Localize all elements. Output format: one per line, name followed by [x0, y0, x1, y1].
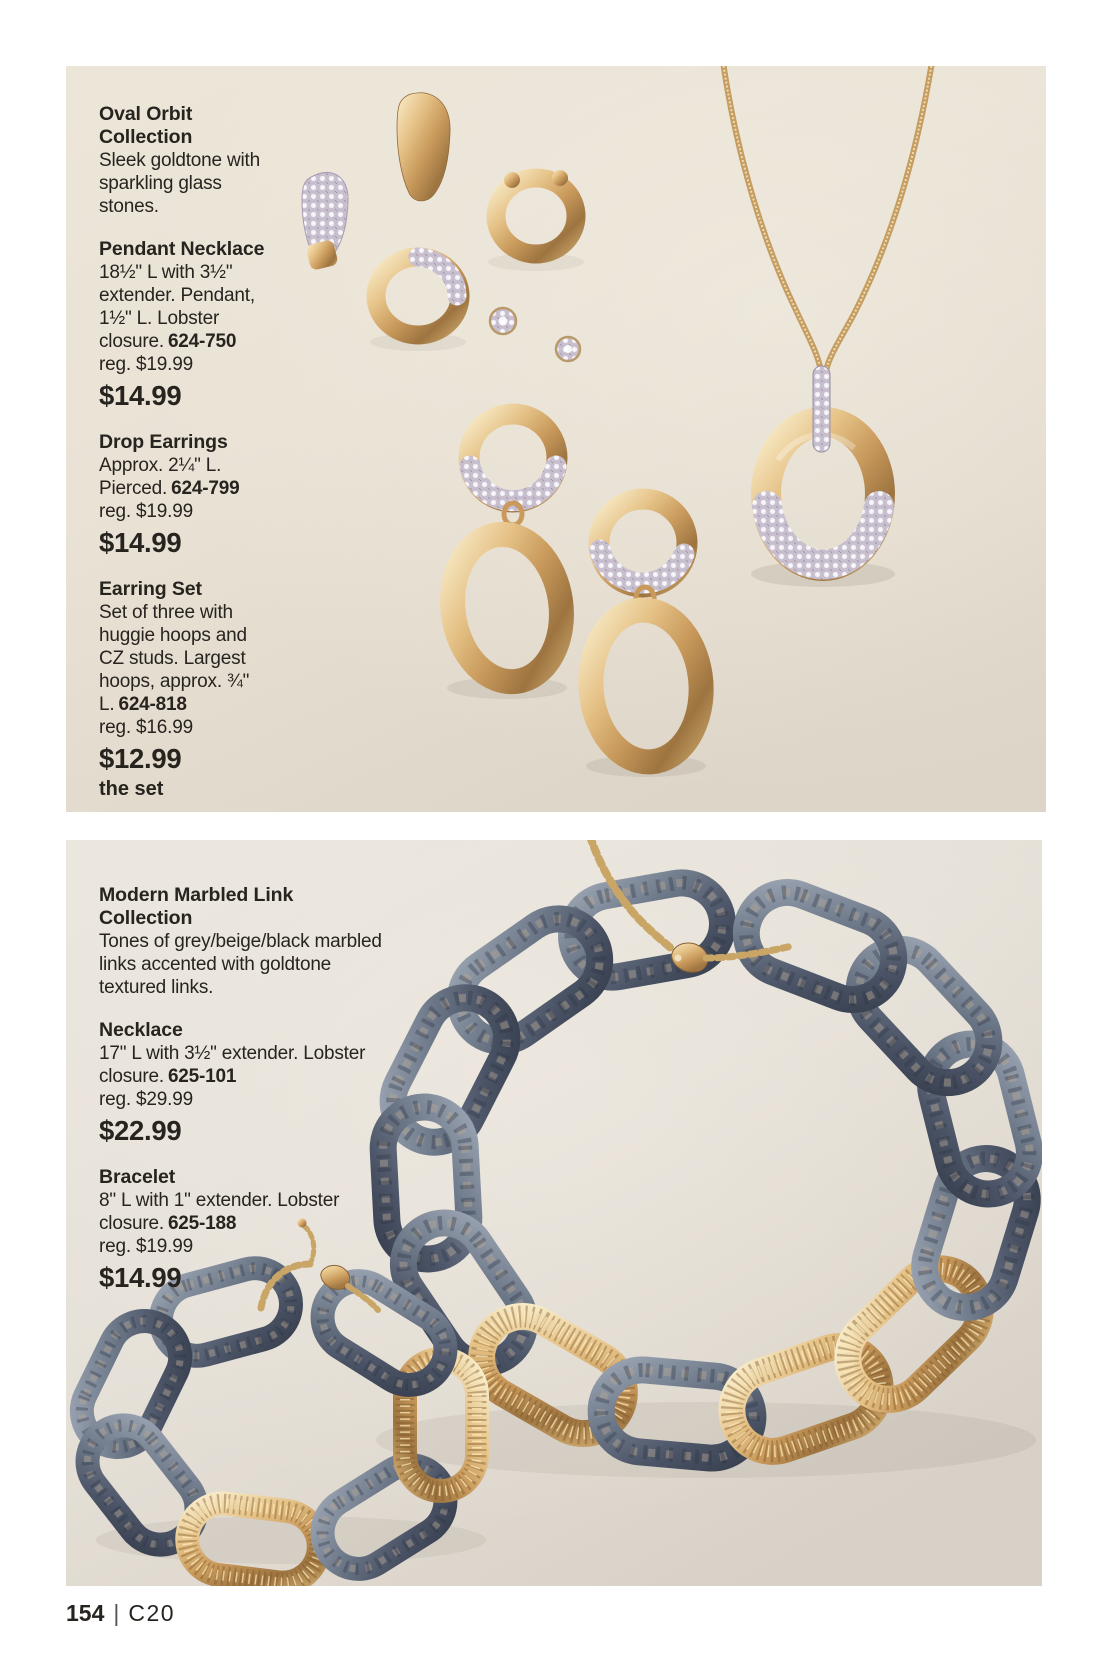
product-sku: 625-188: [167, 1213, 237, 1234]
page-footer: [66, 1600, 175, 1627]
product-sku: 625-101: [167, 1066, 237, 1087]
product-sale-price: $14.99: [99, 527, 182, 558]
product-regular-price: reg. $19.99: [99, 354, 193, 375]
product-name: Drop Earrings: [99, 431, 228, 453]
collection-title: Modern Marbled Link Collection: [99, 884, 294, 929]
product-name: Earring Set: [99, 578, 202, 600]
product-details: 18½" L with 3½" extender. Pendant, 1½" L. Lobster closure. 624-750: [99, 262, 255, 352]
product-sale-price: $14.99: [99, 1262, 182, 1293]
modern-marbled-section: [66, 840, 1042, 1586]
modern-marbled-text-column: [99, 884, 391, 1293]
product-details: 17" L with 3½" extender. Lobster closure. 625-101: [99, 1043, 366, 1087]
catalog-code: C20: [128, 1600, 176, 1626]
product-regular-price: reg. $19.99: [99, 501, 193, 522]
product-details: 8" L with 1" extender. Lobster closure. 625-188: [99, 1190, 340, 1234]
page-number: 154: [66, 1600, 105, 1626]
oval-orbit-section: [66, 66, 1046, 812]
price-qualifier: the set: [99, 778, 164, 800]
pave-bail: [813, 366, 830, 452]
product-name: Pendant Necklace: [99, 238, 265, 260]
product-sale-price: $22.99: [99, 1115, 182, 1146]
product-sale-price: $14.99: [99, 380, 182, 411]
product-name: Necklace: [99, 1019, 183, 1041]
product-earring-set: [99, 578, 267, 801]
product-regular-price: reg. $16.99: [99, 717, 193, 738]
product-drop-earrings: [99, 431, 267, 558]
collection-description: Tones of grey/beige/black marbled links accented with goldtone textured links.: [99, 931, 382, 998]
product-sku: 624-818: [118, 694, 187, 715]
product-name: Bracelet: [99, 1166, 176, 1188]
footer-separator: |: [113, 1600, 120, 1626]
product-bracelet: [99, 1166, 391, 1293]
product-regular-price: reg. $19.99: [99, 1236, 193, 1257]
collection-title: Oval Orbit Collection: [99, 103, 193, 148]
product-regular-price: reg. $29.99: [99, 1089, 193, 1110]
product-sku: 624-799: [171, 478, 240, 499]
product-details: Set of three with huggie hoops and CZ studs. Largest hoops, approx. ¾" L. 624-818: [99, 602, 250, 715]
collection-description: Sleek goldtone with sparkling glass stones.: [99, 150, 260, 217]
product-necklace: [99, 1019, 391, 1146]
product-sku: 624-750: [167, 331, 237, 352]
oval-orbit-text-column: [99, 103, 267, 801]
product-pendant-necklace: [99, 238, 267, 411]
product-details: Approx. 2¼" L. Pierced. 624-799: [99, 455, 240, 499]
product-sale-price: $12.99: [99, 743, 182, 774]
